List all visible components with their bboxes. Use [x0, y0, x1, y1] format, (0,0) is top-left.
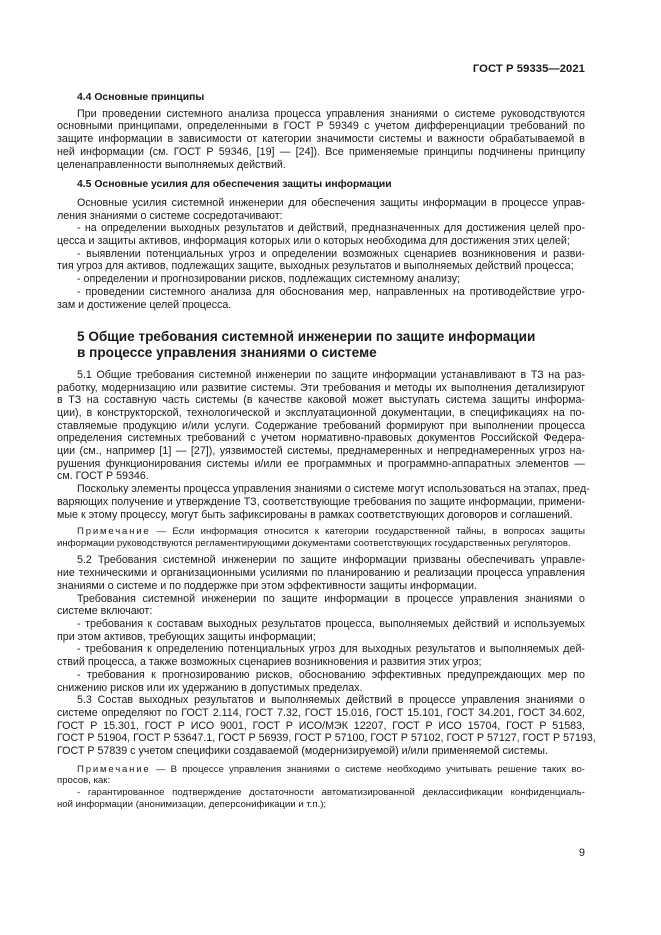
list-item: ствий процесса, а также возможных сценариев возникновения и развития этих угроз;: [57, 656, 482, 669]
text-line: рушения функционирования системы и/или ее программных и программно-аппаратных элементов —: [57, 457, 585, 470]
text-line: определения системных требований с учетом нормативно-правовых документов Российской Федера-: [57, 432, 585, 445]
text-line: защите информации в зависимости от категории значимости системы и важности обрабатываемой в: [57, 133, 585, 146]
text-line: 5.2 Требования системной инженерии по защите информации призваны обеспечивать управле-: [77, 554, 585, 567]
section-5-heading: [77, 329, 585, 360]
note-label: Примечание: [77, 526, 151, 538]
note-label: Примечание: [77, 763, 151, 775]
text-line: ставляемые продукцию и/или услуги. Содержание требований формируют при выполнении процесса: [57, 419, 585, 432]
text-line: ции), в конструкторской, технологической и эксплуатационной документации, в спецификациях на по-: [57, 406, 585, 419]
section-5-2-text: [57, 554, 596, 758]
text-line: ГОСТ Р 15.301, ГОСТ Р ИСО 9001, ГОСТ Р ИСО/МЭК 12207, ГОСТ Р ИСО 15704, ГОСТ Р 51583,: [57, 719, 585, 732]
text-line: целенаправленности выполняемых действий.: [57, 158, 286, 171]
list-item: снижению рисков или их удержанию в допустимых пределах.: [57, 681, 363, 694]
list-item: - требования к составам выходных результатов процесса, выполняемых действий и используемых: [77, 617, 585, 630]
text-line: работку, модернизацию или развитие системы. Эти требования и методы их выполнения детализируют: [57, 381, 585, 394]
text-line: варяющих получение и утверждение ТЗ, соответствующие требования по защите информации, примени-: [57, 495, 585, 508]
note-line: [57, 526, 585, 538]
note-1: [57, 526, 585, 549]
text-line: основными принципами, определенными в ГОСТ Р 59349 с учетом дифференциации требований по: [57, 120, 585, 133]
list-item: - определении и прогнозировании рисков, подлежащих системному анализу;: [77, 273, 461, 286]
list-item: - на определении выходных результатов и действий, предназначенных для достижения целей про-: [77, 222, 585, 235]
list-item: цесса и защиты активов, информация которых или о которых необходима для достижения этих целей;: [57, 235, 570, 248]
note-line: - гарантированное подтверждение достаточности автоматизированной деклассификации конфиденциаль-: [77, 786, 585, 798]
text-line: ней информации (см. ГОСТ Р 59346, [19] — [24]). Все применяемые принципы подчинены принципу: [57, 145, 585, 158]
section-4-4-text: [57, 108, 585, 172]
document-body: [57, 92, 596, 810]
section-4-4-heading: 4.4 Основные принципы: [77, 92, 205, 103]
text-line: ние техническими и организационными усилиями по планированию и реализации процесса управления: [57, 567, 585, 580]
text-line: мые к этому процессу, могут быть зафиксированы в рамках соответствующих договоров и соглашений.: [57, 508, 573, 521]
section-4-5-text: [57, 197, 585, 311]
section-5-heading-line: 5 Общие требования системной инженерии по защите информации: [77, 329, 536, 345]
text-line: Поскольку элементы процесса управления знаниями о системе могут использоваться на этапах, пред-: [77, 483, 590, 496]
note-text: — В процессе управления знаниями о системе необходимо учитывать решение таких во-: [150, 763, 585, 775]
list-item: - проведении системного анализа для обоснования мер, направленных на противодействие угро-: [77, 285, 585, 298]
text-line: ГОСТ Р 51904, ГОСТ Р 53647.1, ГОСТ Р 56939, ГОСТ Р 57100, ГОСТ Р 57102, ГОСТ Р 57127, ГОСТ Р 57193,: [57, 732, 596, 745]
list-item: - требования к определению потенциальных угроз для выходных результатов и выполняемых дей-: [77, 643, 585, 656]
text-line: Основные усилия системной инженерии для обеспечения защиты информации в процессе управ-: [77, 196, 585, 209]
list-item: - выявлении потенциальных угроз и определении возможных сценариев возникновения и разви-: [77, 247, 585, 260]
text-line: 5.3 Состав выходных результатов и выполняемых действий в процессе управления знаниями о: [77, 694, 585, 707]
section-5-heading-line: в процессе управления знаниями о системе: [77, 344, 377, 360]
note-text: — Если информация относится к категории государственной тайны, в вопросах защиты: [150, 526, 585, 538]
text-line: системе определяют по ГОСТ 2.114, ГОСТ 7.32, ГОСТ 15.016, ГОСТ 15.101, ГОСТ 34.201, ГОСТ 34.602,: [57, 706, 585, 719]
note-2: [57, 764, 585, 810]
text-line: в ТЗ на составную часть системы (в качестве каковой может выступать система защиты информа-: [57, 394, 585, 407]
note-line: информации руководствуются регламентирующими документами соответствующих государственных регуляторов.: [57, 537, 571, 549]
note-line: просов, как:: [57, 775, 111, 787]
page-number: 9: [578, 847, 585, 859]
text-line: знаниями о системе и по поддержке при этом эффективности защиты информации.: [57, 579, 477, 592]
text-line: При проведении системного анализа процесса управления знаниями о системе руководствуются: [77, 107, 585, 120]
list-item: - требования к прогнозированию рисков, обоснованию эффективных предупреждающих мер по: [77, 668, 585, 681]
list-item: при этом активов, требующих защиты информации;: [57, 630, 316, 643]
text-line: ления знаниями о системе сосредотачивают:: [57, 209, 283, 222]
text-line: системе включают:: [57, 605, 153, 618]
note-line: [57, 764, 585, 776]
text-line: Требования системной инженерии по защите информации в процессе управления знаниями о: [77, 592, 585, 605]
text-line: 5.1 Общие требования системной инженерии по защите информации устанавливают в ТЗ на раз-: [77, 368, 585, 381]
list-item: тия угроз для активов, подлежащих защите, выходных результатов и выполняемых действий процесса;: [57, 260, 574, 273]
section-5-1-text: [57, 368, 590, 521]
section-4-5-heading: 4.5 Основные усилия для обеспечения защиты информации: [77, 179, 392, 191]
document-header: ГОСТ Р 59335—2021: [472, 63, 585, 75]
text-line: ГОСТ Р 57839 с учетом специфики создаваемой (модернизируемой) и/или применяемой системы.: [57, 745, 548, 758]
list-item: зам и достижение целей процесса.: [57, 298, 232, 311]
text-line: см. ГОСТ Р 59346.: [57, 470, 149, 483]
note-line: ной информации (анонимизации, деперсонификации и т.п.);: [57, 798, 327, 810]
text-line: ции (см., например [1] — [27]), уязвимостей системы, преднамеренных и непреднамеренных угроз на-: [57, 445, 585, 458]
